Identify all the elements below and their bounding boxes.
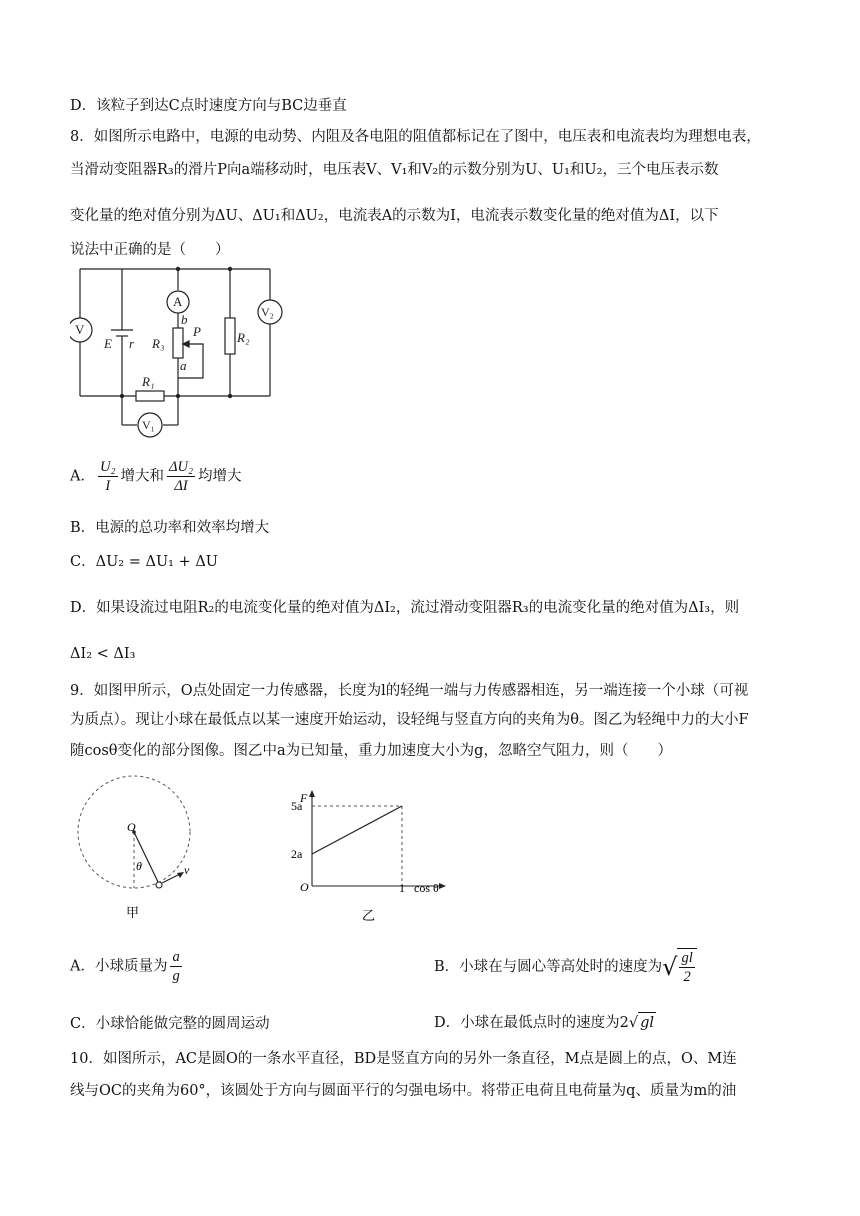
q8-stem-line-1: 8．如图所示电路中，电源的电动势、内阻及各电阻的阻值都标记在了图中，电压表和电流表均为理想电表， (70, 129, 761, 145)
r2-label: R₂ (237, 330, 250, 345)
q8-option-d-line-1: D．如果设流过电阻R₂的电流变化量的绝对值为ΔI₂，流过滑动变阻器R₃的电流变化量的绝对值为ΔI₃，则 (70, 600, 740, 616)
q8-option-d-line-2: ΔI₂ < ΔI₃ (70, 646, 136, 662)
q8-option-c: C．ΔU₂ = ΔU₁ + ΔU (70, 554, 219, 570)
q9-option-a: A．小球质量为 $\frac{a}{g}$ (70, 949, 180, 984)
y-tick-2a: 2a (291, 847, 303, 861)
q9-option-d: D．小球在最低点时的速度为2√ gl (434, 1012, 656, 1033)
q8-stem-line-4: 说法中正确的是（ ） (70, 242, 230, 258)
figure-jia-caption: 甲 (126, 905, 140, 920)
theta-label: θ (136, 859, 142, 873)
q9-stem-line-2: 为质点）。现让小球在最低点以某一速度开始运动，设轻绳与竖直方向的夹角为θ。图乙为轻绳中力的大小F (70, 712, 749, 728)
x-axis-label: cos θ (414, 881, 439, 895)
y-tick-5a: 5a (291, 799, 303, 813)
ammeter-a-label: A (173, 294, 183, 309)
sqrt-sign: √ (628, 1015, 639, 1031)
r1-label: R₁ (142, 374, 155, 389)
q9-option-b: B．小球在与圆心等高处时的速度为√ $\frac{gl}{2}$ (434, 948, 697, 986)
q8-option-a: A． $\frac{\text{U₂}}{I}$ 增大和 $\frac{\text{ΔU₂}}{\Delta I}$ 均增大 (70, 459, 242, 494)
u2-over-i-fraction: $\frac{\text{U₂}}{I}$ (99, 459, 116, 494)
q9-option-c: C．小球恰能做完整的圆周运动 (70, 1016, 270, 1032)
q8-stem-line-3: 变化量的绝对值分别为ΔU、ΔU₁和ΔU₂，电流表A的示数为I，电流表示数变化量的绝对值为ΔI，以下 (70, 208, 719, 224)
point-o-label: O (127, 820, 136, 834)
q8-stem-line-2: 当滑动变阻器R₃的滑片P向a端移动时，电压表V、V₁和V₂的示数分别为U、U₁和U₂，三个电压表示数 (70, 162, 719, 178)
slider-p-label: P (193, 324, 201, 339)
figure-yi-caption: 乙 (362, 908, 376, 923)
q8-circuit-diagram (70, 262, 290, 442)
q10-stem-line-1: 10．如图所示，AC是圆O的一条水平直径，BD是竖直方向的另外一条直径，M点是圆上的点，O、M连 (70, 1051, 737, 1067)
f-cos-theta-series-line (312, 806, 402, 854)
voltmeter-v2-label: V₂ (261, 305, 274, 319)
q9-stem-line-3: 随cosθ变化的部分图像。图乙中a为已知量，重力加速度大小为g，忽略空气阻力，则（ ） (70, 743, 672, 759)
x-tick-1: 1 (399, 881, 405, 895)
q9-figure-jia (70, 775, 210, 935)
q8-option-b: B．电源的总功率和效率均增大 (70, 520, 270, 536)
y-axis-label: F (300, 791, 308, 805)
a-over-g-fraction: $\frac{a}{g}$ (172, 949, 180, 984)
origin-label: O (300, 880, 309, 894)
internal-resistance-label: r (129, 336, 135, 351)
velocity-v-label: v (184, 863, 190, 877)
voltmeter-v1-label: V₁ (142, 418, 155, 432)
voltmeter-v-label: V (75, 322, 85, 337)
q9-stem-line-1: 9．如图甲所示，O点处固定一力传感器，长度为l的轻绳一端与力传感器相连，另一端连接一个小球（可视 (70, 683, 749, 699)
r3-label: R₃ (152, 336, 165, 351)
du2-over-di-fraction: $\frac{\text{ΔU₂}}{\Delta I}$ (169, 459, 194, 494)
sqrt-sign: √ (662, 953, 678, 981)
emf-label: E (104, 336, 112, 351)
terminal-b-label: b (181, 312, 188, 327)
terminal-a-label: a (180, 358, 187, 373)
q9-figure-yi-chart (290, 788, 455, 928)
q7-option-d: D．该粒子到达C点时速度方向与BC边垂直 (70, 98, 347, 114)
q10-stem-line-2: 线与OC的夹角为60°，该圆处于方向与圆面平行的匀强电场中。将带正电荷且电荷量为q、质量为m的油 (70, 1083, 737, 1099)
